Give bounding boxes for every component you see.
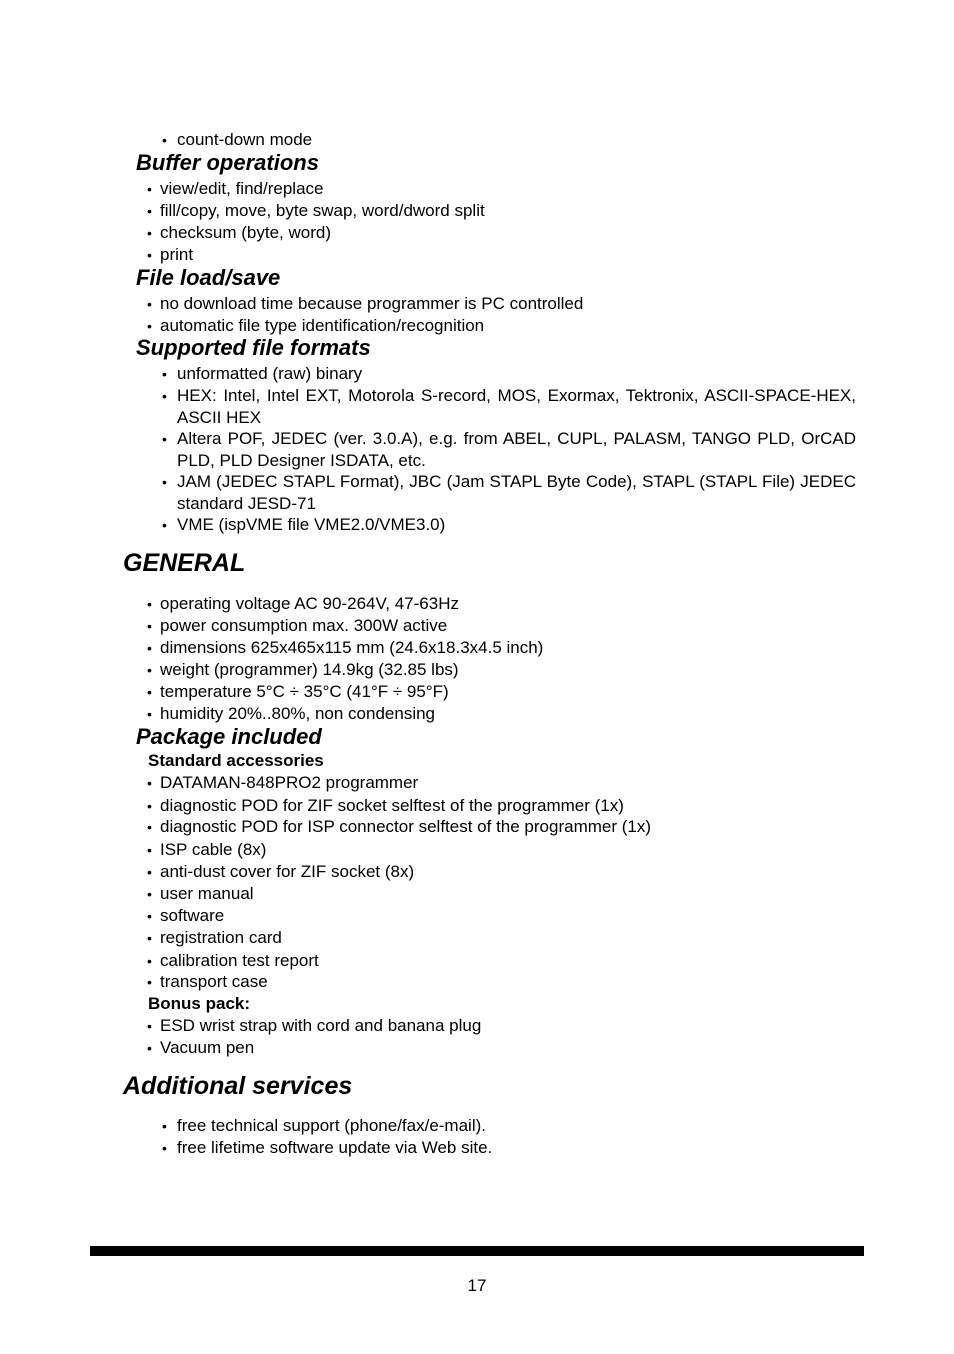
section-heading-file-load-save: File load/save [136, 265, 281, 290]
bullet-icon: • [147, 706, 152, 722]
list-item: VME (ispVME file VME2.0/VME3.0) [177, 515, 446, 534]
list-item: diagnostic POD for ISP connector selftest of the programmer (1x) [160, 817, 652, 836]
bullet-icon: • [147, 953, 152, 969]
bullet-icon: • [147, 775, 152, 791]
list-item: free technical support (phone/fax/e-mail). [177, 1116, 486, 1135]
bullet-icon: • [162, 431, 167, 447]
list-item: temperature 5°C ÷ 35°C (41°F ÷ 95°F) [160, 682, 449, 701]
page-number: 17 [467, 1276, 487, 1295]
bullet-icon: • [162, 132, 167, 148]
bullet-icon: • [147, 1040, 152, 1056]
bullet-icon: • [147, 819, 152, 835]
list-item: humidity 20%..80%, non condensing [160, 704, 436, 723]
standard-accessories-label: Standard accessories [148, 751, 324, 770]
list-item: software [160, 906, 225, 925]
list-item: anti-dust cover for ZIF socket (8x) [160, 862, 415, 881]
list-item: transport case [160, 972, 268, 991]
section-heading-buffer-operations: Buffer operations [136, 150, 319, 175]
bullet-icon: • [147, 225, 152, 241]
bullet-icon: • [147, 908, 152, 924]
list-item: fill/copy, move, byte swap, word/dword split [160, 201, 485, 220]
bullet-icon: • [147, 203, 152, 219]
bullet-icon: • [147, 886, 152, 902]
bonus-pack-label: Bonus pack: [148, 994, 251, 1013]
bullet-icon: • [147, 930, 152, 946]
list-item: ISP cable (8x) [160, 840, 267, 859]
list-item: JAM (JEDEC STAPL Format), JBC (Jam STAPL Byte Code), STAPL (STAPL File) JEDEC standard JESD-71 [177, 472, 856, 513]
bullet-icon: • [162, 474, 167, 490]
list-item: Vacuum pen [160, 1038, 255, 1057]
list-item: weight (programmer) 14.9kg (32.85 lbs) [160, 660, 459, 679]
bullet-icon: • [147, 684, 152, 700]
bullet-icon: • [147, 798, 152, 814]
list-item: checksum (byte, word) [160, 223, 331, 242]
bullet-icon: • [147, 318, 152, 334]
bullet-icon: • [162, 366, 167, 382]
bullet-icon: • [147, 618, 152, 634]
list-item: DATAMAN-848PRO2 programmer [160, 773, 419, 792]
bullet-icon: • [147, 596, 152, 612]
list-item: view/edit, find/replace [160, 179, 324, 198]
list-item: automatic file type identification/recognition [160, 316, 485, 335]
section-heading-supported-file-formats: Supported file formats [136, 335, 371, 360]
list-item: power consumption max. 300W active [160, 616, 448, 635]
bullet-icon: • [147, 247, 152, 263]
bullet-icon: • [147, 974, 152, 990]
list-item: diagnostic POD for ZIF socket selftest of the programmer (1x) [160, 796, 624, 815]
list-item: calibration test report [160, 951, 319, 970]
bullet-icon: • [162, 388, 167, 404]
footer-rule [90, 1246, 864, 1256]
bullet-icon: • [147, 864, 152, 880]
list-item: ESD wrist strap with cord and banana plug [160, 1016, 482, 1035]
bullet-icon: • [147, 842, 152, 858]
bullet-icon: • [162, 1140, 167, 1156]
list-item: print [160, 245, 194, 264]
list-item: HEX: Intel, Intel EXT, Motorola S-record, MOS, Exormax, Tektronix, ASCII-SPACE-HEX, ASCII HEX [177, 386, 856, 427]
section-heading-additional-services: Additional services [123, 1072, 353, 1100]
list-item: unformatted (raw) binary [177, 364, 363, 383]
list-item: operating voltage AC 90-264V, 47-63Hz [160, 594, 459, 613]
list-item: registration card [160, 928, 282, 947]
list-item: Altera POF, JEDEC (ver. 3.0.A), e.g. from ABEL, CUPL, PALASM, TANGO PLD, OrCAD PLD, PLD Designer ISDATA, etc. [177, 429, 856, 470]
section-heading-general: GENERAL [123, 549, 246, 577]
list-item: user manual [160, 884, 254, 903]
bullet-icon: • [147, 1018, 152, 1034]
list-item: no download time because programmer is PC controlled [160, 294, 584, 313]
section-heading-package-included: Package included [136, 724, 322, 749]
bullet-icon: • [147, 640, 152, 656]
list-item: count-down mode [177, 130, 313, 149]
list-item: free lifetime software update via Web site. [177, 1138, 493, 1157]
bullet-icon: • [162, 517, 167, 533]
bullet-icon: • [147, 296, 152, 312]
bullet-icon: • [162, 1118, 167, 1134]
bullet-icon: • [147, 181, 152, 197]
list-item: dimensions 625x465x115 mm (24.6x18.3x4.5 inch) [160, 638, 544, 657]
bullet-icon: • [147, 662, 152, 678]
